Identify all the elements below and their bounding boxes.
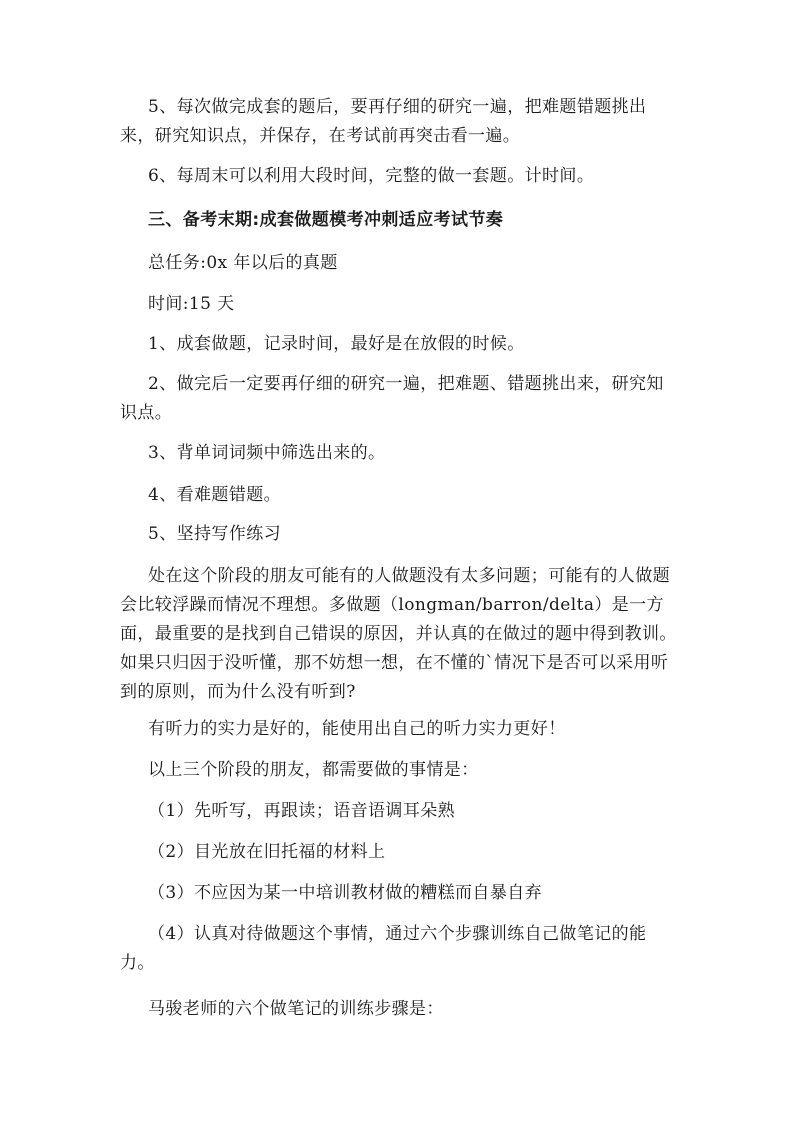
paragraph-item-2: （2）目光放在旧托福的材料上 — [148, 842, 386, 862]
paragraph-common-tasks: 以上三个阶段的朋友，都需要做的事情是： — [148, 760, 479, 780]
paragraph-step-1: 1、成套做题，记录时间，最好是在放假的时候。 — [148, 334, 525, 354]
paragraph-step-4: 4、看难题错题。 — [148, 485, 282, 505]
paragraph-duration: 时间:15 天 — [148, 294, 235, 314]
paragraph-item-1: （1）先听写，再跟读；语音语调耳朵熟 — [148, 801, 456, 821]
paragraph-step-3: 3、背单词词频中筛选出来的。 — [148, 443, 386, 463]
paragraph-total-task: 总任务:0x 年以后的真题 — [148, 253, 338, 273]
paragraph-tip-5: 5、每次做完成套的题后，要再仔细的研究一遍，把难题错题挑出来，研究知识点，并保存，在考试前再突击看一遍。 — [120, 97, 647, 146]
paragraph-advice: 处在这个阶段的朋友可能有的人做题没有太多问题；可能有的人做题会比较浮躁而情况不理想。多做题（longman/barron/delta）是一方面，最重要的是找到自己错误的原因，并认真的在做过的题中得到教训。如果只归因于没听懂，那不妨想一想，在不懂的`情况下是否可以采用听到的原则，而为什么没有听到? — [120, 566, 677, 702]
paragraph-step-2: 2、做完后一定要再仔细的研究一遍，把难题、错题挑出来，研究知识点。 — [120, 374, 664, 423]
paragraph-item-3: （3）不应因为某一中培训教材做的糟糕而自暴自弃 — [148, 883, 543, 903]
section-heading-final-stage: 三、备考末期:成套做题模考冲刺适应考试节奏 — [148, 210, 504, 230]
paragraph-tip-6: 6、每周末可以利用大段时间，完整的做一套题。计时间。 — [148, 166, 595, 186]
paragraph-listening-ability: 有听力的实力是好的，能使用出自己的听力实力更好！ — [148, 719, 566, 739]
paragraph-item-4: （4）认真对待做题这个事情，通过六个步骤训练自己做笔记的能力。 — [120, 924, 647, 973]
paragraph-step-5: 5、坚持写作练习 — [148, 524, 282, 544]
paragraph-six-steps-intro: 马骏老师的六个做笔记的训练步骤是： — [148, 999, 444, 1019]
